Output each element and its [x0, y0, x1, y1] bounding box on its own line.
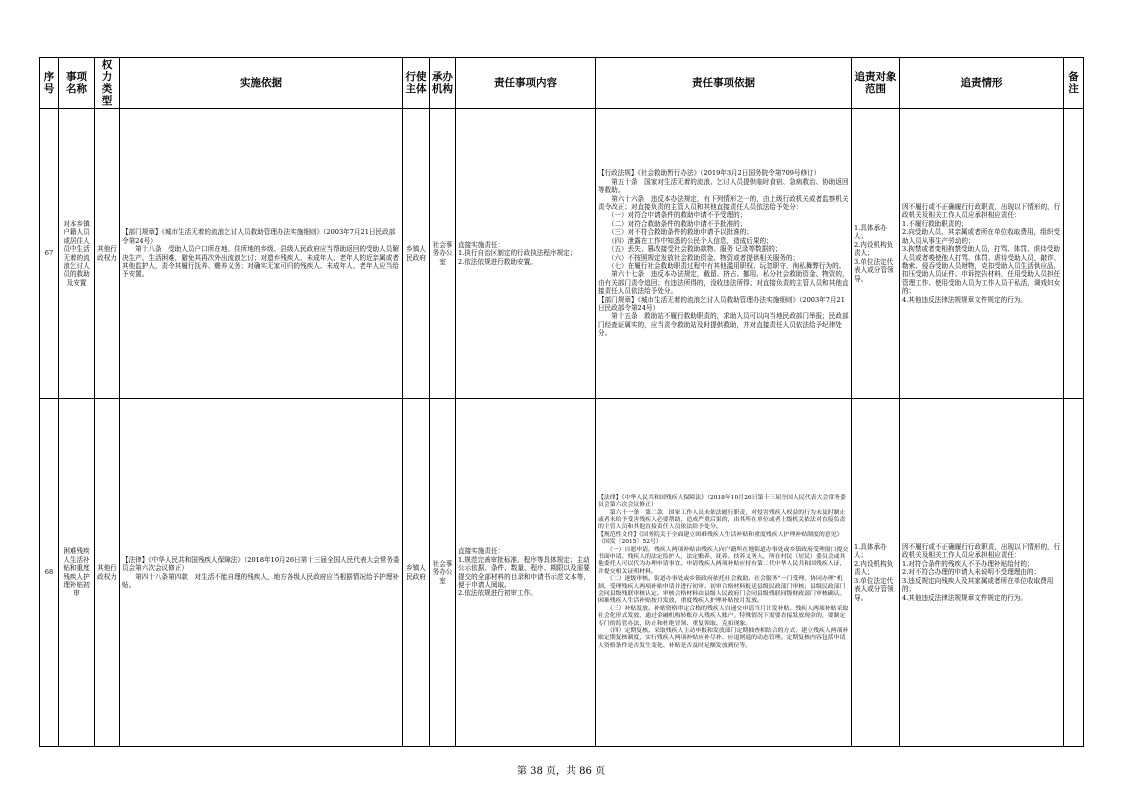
- header-remark: 备注: [1064, 58, 1084, 109]
- header-content: 责任事项内容: [456, 58, 596, 109]
- row-basis: 【部门规章】《城市生活无着的流浪乞讨人员救助管理办法实施细则》（2003年7月21日民政部令第24号） 第十八条 受助人员户口所在地、住所地的乡级、县级人民政府应当帮助返回的受助人员解决生产、生活困难，避免其再次外出流浪乞讨；对遗弃残疾人、未成年人、老年人的近亲属或者其他监护人，责令其履行抚养、赡养义务；对确实无家可归的残疾人、未成年人、老年人应当给予安置。: [120, 109, 403, 399]
- header-resp-basis: 责任事项依据: [596, 58, 852, 109]
- row-no: 67: [40, 109, 59, 399]
- row-name: 困难残疾人生活补贴和重度残疾人护理补贴初审: [59, 399, 95, 747]
- row-agency: 社会事务办公室: [430, 399, 456, 747]
- page-number: 第 38 页，共 86 页: [516, 766, 606, 777]
- header-situation: 追责情形: [900, 58, 1064, 109]
- row-target: 1.具体承办人； 2.内设机构负责人； 3.单位法定代表人或分管领导。: [852, 399, 900, 747]
- responsibility-table: [39, 57, 1084, 747]
- row-content: 直接实施责任： 1.执行自治区制定的行政执法程序规定； 2.依法依规进行救助安置。: [456, 109, 596, 399]
- row-subject: 乡镇人民政府: [403, 399, 430, 747]
- header-basis: 实施依据: [120, 58, 403, 109]
- row-target: 1.具体承办人； 2.内设机构负责人； 3.单位法定代表人或分管领导。: [852, 109, 900, 399]
- row-no: 68: [40, 399, 59, 747]
- table-header-row: [40, 58, 1084, 109]
- header-subject: 行使主体: [403, 58, 430, 109]
- header-agency: 承办机构: [430, 58, 456, 109]
- table-row: [40, 109, 1084, 399]
- header-name: 事项名称: [59, 58, 95, 109]
- table-row: [40, 399, 1084, 747]
- row-resp-basis: 【法律】《中华人民共和国残疾人保障法》（2018年10月26日第十三届全国人民代表大会常务委员会第六次会议修正） 第六十一条 第二款 国家工作人员未依法履行职责，对侵害残疾人权益的行为未及时制止或者未给予受害残疾人必要帮助，造成严重后果的，由其所在单位或者上级机关依法对直接负责的主管人员和其他直接责任人员依法给予处分。 【规范性文件】《国务院关于全面建立困难残疾人生活补贴和重度残疾人护理补贴制度的意见》（国发〔2015〕52号） （一）自愿申请。残疾人两项补贴由残疾人向户籍所在地街道办事处或乡镇政府受理窗口提交书面申请。残疾人的法定监护人，法定赡养、抚养、扶养义务人，所在村民（居民）委员会或其他委托人可以代为办理申请事宜。申请残疾人两项补贴应持有第二代中华人民共和国残疾人证，并提交相关证明材料。 （二）逐级审核。街道办事处或乡镇政府依托社会救助、社会服务“一门受理、协同办理”机制，受理残疾人两项补贴申请并进行初审。初审合格材料报送县级民政部门审核；县级民政部门会同县级残联审核认定。审核合格材料由县级人民政府门会同县级残联同级财政部门审核确认。困难残疾人生活补贴按月发放，重度残疾人护理补贴按月发放。 （三）补贴发放。补贴资格审定合格的残疾人自递交申请当月计发补贴。残疾人两项补贴采取社会化形式发放，通过金融机构转账存入残疾人账户。特殊情况下需要直接发放现金的，要制定专门的监管办法，防止和杜绝冒领、重复领取、克扣现象。 （四）定期复核。采取残疾人主动申报和发放部门定期抽查相结合的方式，建立残疾人两项补贴定期复核制度，实行残疾人两项补贴应补尽补、应退则退的动态管理。定期复核内容包括申请人资格条件是否发生变化、补贴是否及时足额发放到位等。: [596, 399, 852, 747]
- row-resp-basis: 【行政法规】《社会救助暂行办法》（2019年3月2日国务院令第709号修订） 第五十条 国家对生活无着的流浪、乞讨人员提供临时食宿、急病救治、协助返回等救助。 第六十六条 违反本办法规定，有下列情形之一的，由上级行政机关或者监察机关责令改正；对直接负责的主管人员和其他直接责任人员依法给予处分： （一）对符合申请条件的救助申请不予受理的； （二）对符合救助条件的救助申请不予批准的； （三）对不符合救助条件的救助申请予以批准的； （四）泄露在工作中知悉的公民个人信息，造成后果的； （五）丢失、篡改接受社会救助款物、服务 记录等数据的； （六）不按照规定发放社会救助资金、物资或者提供相关服务的； （七）在履行社会救助职责过程中有其他滥用职权、玩忽职守、徇私舞弊行为的。 第六十七条 违反本办法规定，截留、挤占、挪用、私分社会救助资金、物资的，由有关部门责令追回；有违法所得的，没收违法所得；对直接负责的主管人员和其他直接责任人员依法给予处分。 【部门规章】《城市生活无着的流浪乞讨人员救助管理办法实施细则》（2003年7月21日民政部令第24号） 第十五条 救助站不履行救助职责的，求助人员可以向当地民政部门举报；民政部门经查证属实的，应当责令救助站及时提供救助，并对直接责任人员依法给予纪律处分。: [596, 109, 852, 399]
- row-subject: 乡镇人民政府: [403, 109, 430, 399]
- header-no: 序号: [40, 58, 59, 109]
- row-basis: 【法律】《中华人民共和国残疾人保障法》（2018年10月26日第十三届全国人民代表大会常务委员会第六次会议修正） 第四十八条第四款 对生活不能自理的残疾人，地方各级人民政府应当根据情况给予护理补贴。: [120, 399, 403, 747]
- row-name: 对本乡镇户籍人员或居住人员中生活无着的流浪乞讨人员的救助及安置: [59, 109, 95, 399]
- row-remark: [1064, 399, 1084, 747]
- row-type: 其他行政权力: [95, 399, 120, 747]
- row-agency: 社会事务办公室: [430, 109, 456, 399]
- header-target: 追责对象范围: [852, 58, 900, 109]
- row-situation: 因不履行或不正确履行行政职责，出现以下情形的，行政机关及相关工作人员应承担相应责任： 1.不履行救助职责的； 2.向受助人员、其亲属或者所在单位收取费用，组织受助人员从事生产劳动的； 3.拘禁或者变相拘禁受助人员，打骂、体罚、虐待受助人员或者唆使他人打骂、体罚、虐待受助人员，敲诈、勒索、侵吞受助人员财物，克扣受助人员生活供应品，扣压受助人员证件、申诉控告材料，任用受助人员担任管理工作、使用受助人员为工作人员干私活，调戏妇女的； 4.其他违反法律法规规章文件规定的行为。: [900, 109, 1064, 399]
- row-remark: [1064, 109, 1084, 399]
- header-type: 权力类型: [95, 58, 120, 109]
- row-content: 直接实施责任： 1.规范完善审批标准、程序等具体规定；主动公示依据、条件、数量、程序、期限以及需要提交的全部材料的目录和申请书示范文本等，便于申请人阅取。 2.依法依规进行初审工作。: [456, 399, 596, 747]
- row-type: 其他行政权力: [95, 109, 120, 399]
- row-situation: 因不履行或不正确履行行政职责，出现以下情形的，行政机关及相关工作人员应承担相应责任： 1.对符合条件的残疾人不予办理补贴给付的； 2.对不符合办理的申请人未说明不受理理由的； 3.违反规定向残疾人及其家属或者所在单位收取费用的； 4.其他违反法律法规规章文件规定的行为。: [900, 399, 1064, 747]
